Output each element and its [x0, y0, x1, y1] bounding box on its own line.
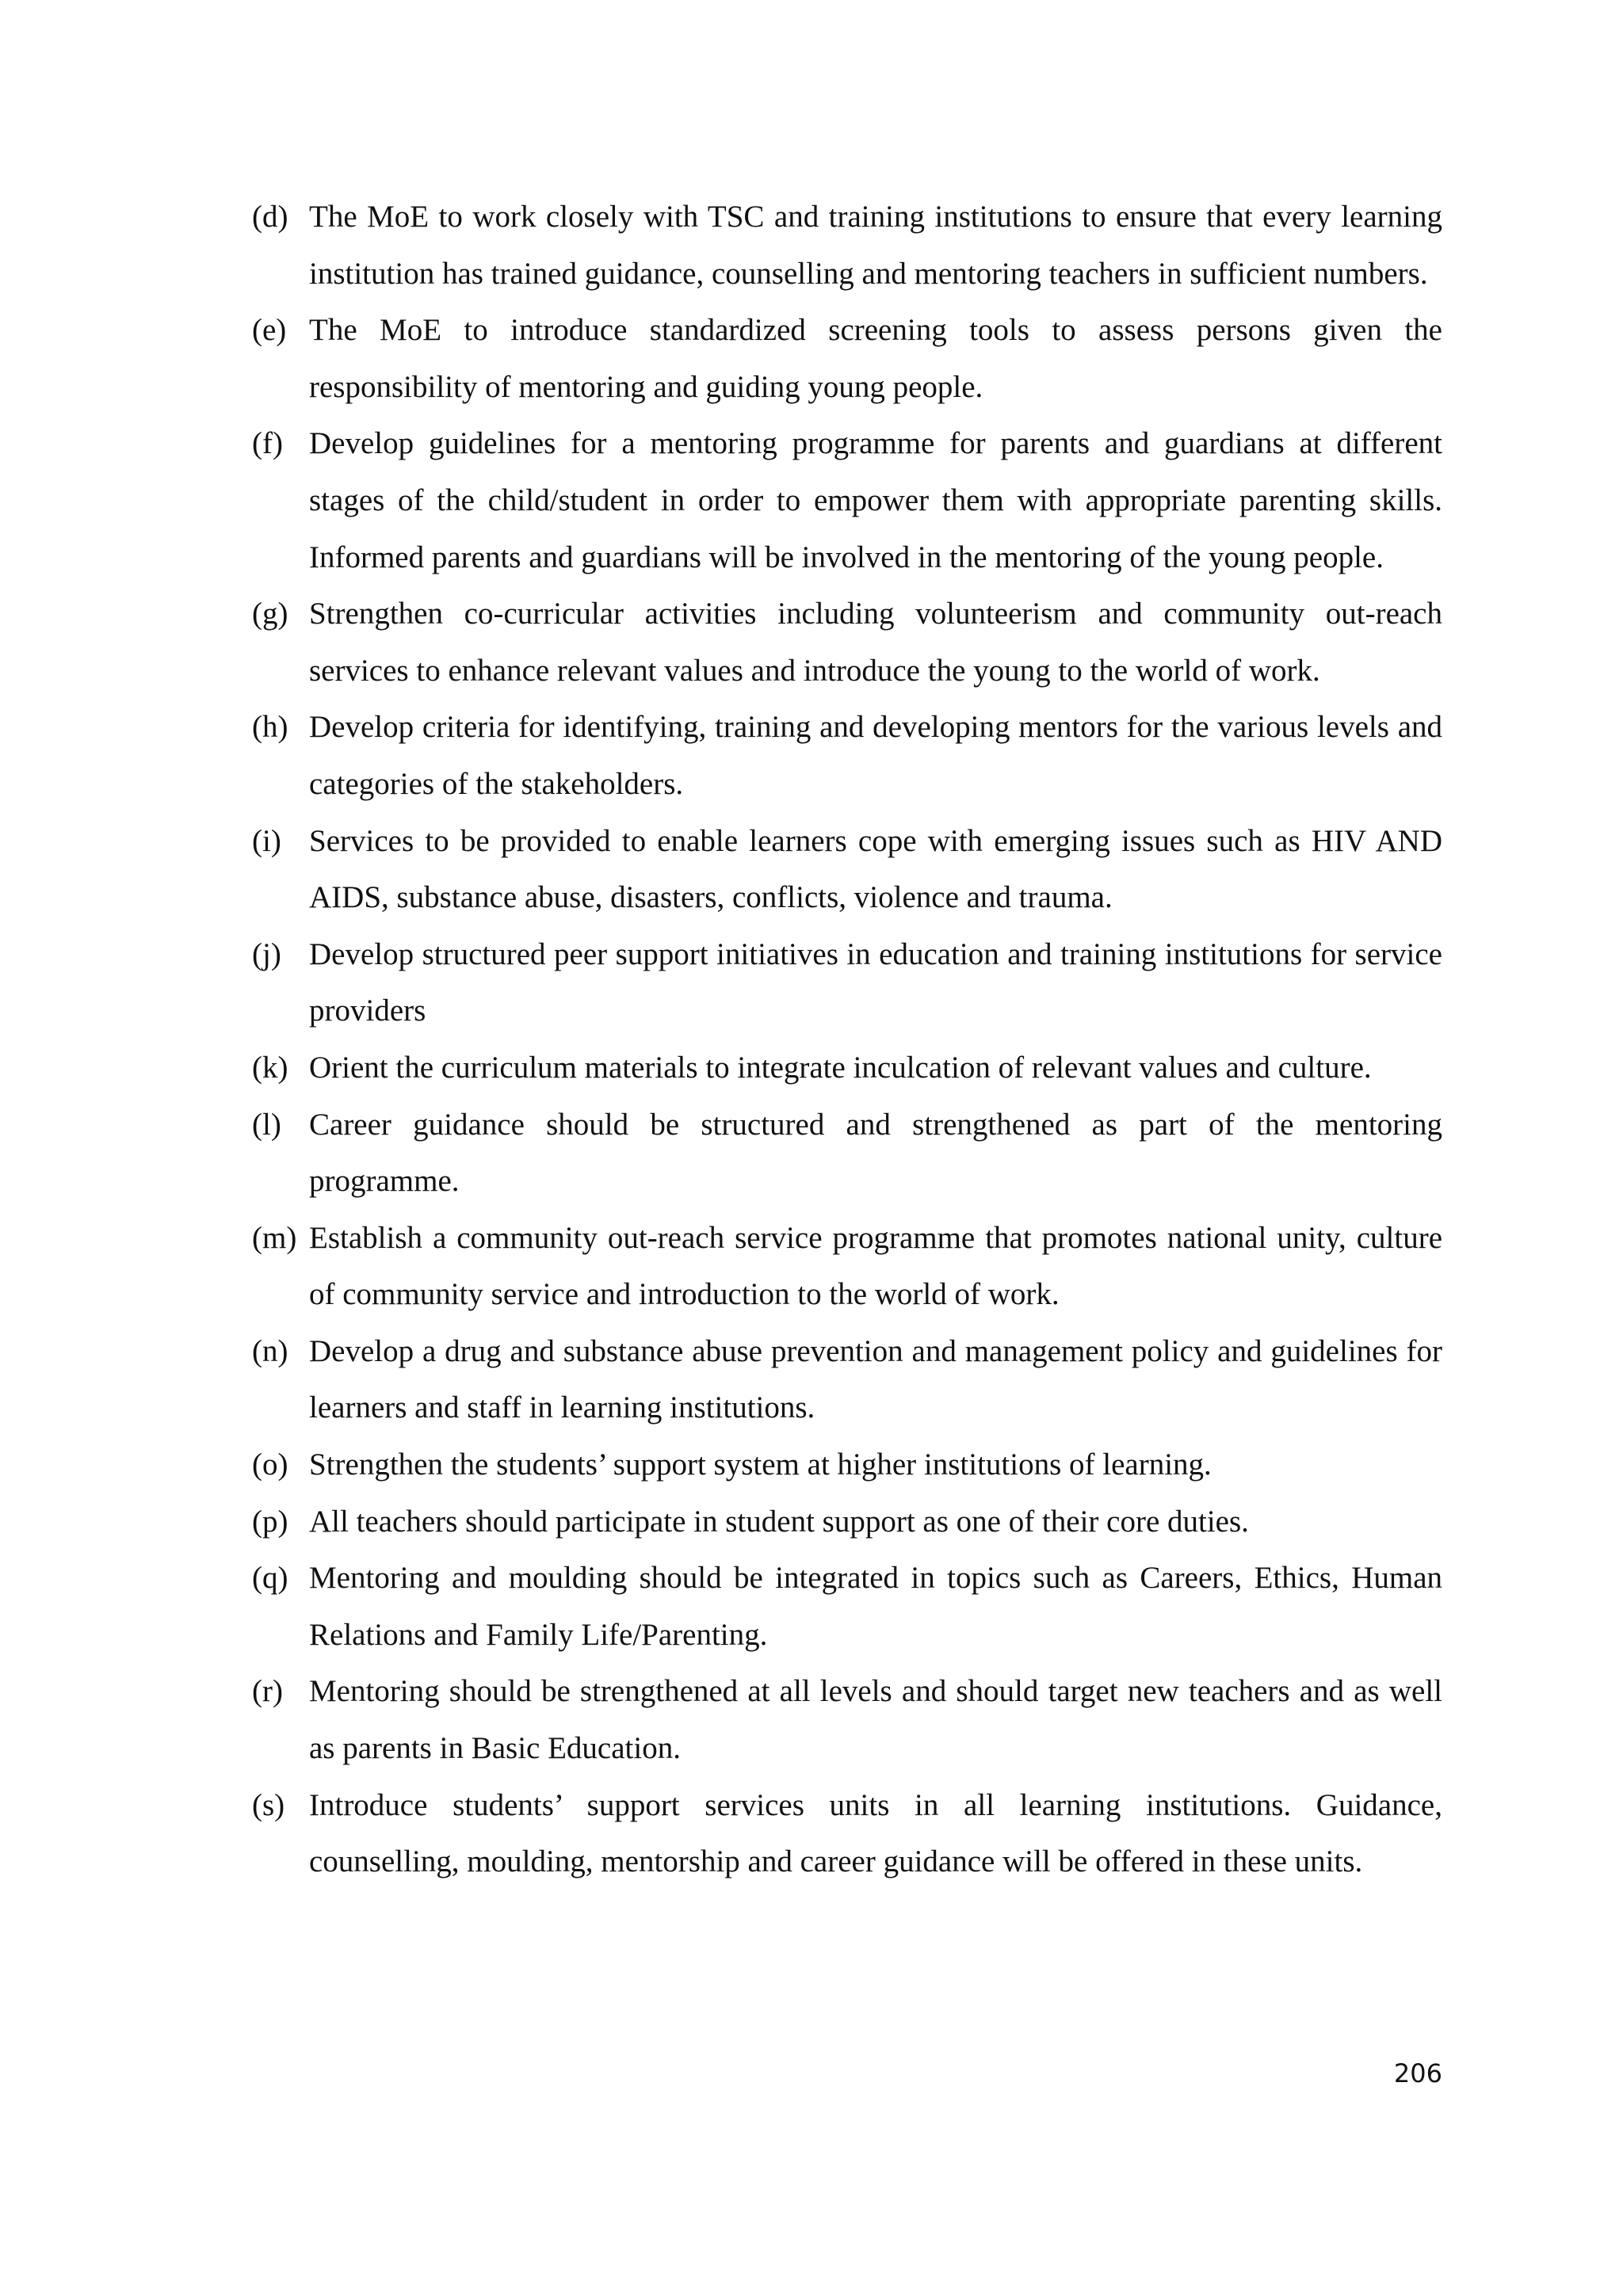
list-item-text: Services to be provided to enable learners cope with emerging issues such as HIV AND AIDS, substance abuse, disasters, conflicts, violence and trauma. [309, 823, 1442, 915]
list-item-l [252, 1097, 1442, 1210]
list-item-text: All teachers should participate in student support as one of their core duties. [309, 1504, 1249, 1539]
list-item-marker: (o) [252, 1447, 288, 1482]
list-item-marker: (p) [252, 1504, 288, 1539]
list-item-n [252, 1323, 1442, 1436]
list-item-marker: (l) [252, 1107, 281, 1142]
list-item-j [252, 926, 1442, 1039]
list-item-o [252, 1436, 1442, 1493]
list-item-marker: (d) [252, 200, 288, 234]
list-item-k [252, 1039, 1442, 1097]
list-item-text: Mentoring should be strengthened at all levels and should target new teachers and as well as parents in Basic Education. [309, 1674, 1442, 1766]
list-item-text: Develop guidelines for a mentoring programme for parents and guardians at different stages of the child/student in order to empower them with appropriate parenting skills. Informed parents and guardians will be involved in the mentoring of the young people. [309, 426, 1442, 574]
list-item-text: The MoE to introduce standardized screening tools to assess persons given the responsibility of mentoring and guiding young people. [309, 313, 1442, 404]
list-item-marker: (q) [252, 1561, 288, 1596]
list-item-marker: (f) [252, 426, 283, 461]
list-item-r [252, 1663, 1442, 1776]
list-item-i [252, 813, 1442, 926]
list-item-marker: (n) [252, 1333, 288, 1368]
list-item-marker: (r) [252, 1674, 283, 1709]
list-item-text: Introduce students’ support services units in all learning institutions. Guidance, counselling, moulding, mentorship and career guidance will be offered in these units. [309, 1787, 1442, 1879]
list-item-marker: (e) [252, 313, 287, 348]
list-item-text: Orient the curriculum materials to integrate inculcation of relevant values and culture. [309, 1050, 1372, 1085]
list-item-g [252, 585, 1442, 699]
list-item-text: Establish a community out-reach service programme that promotes national unity, culture of community service and introduction to the world of work. [309, 1220, 1442, 1312]
list-item-text: Develop a drug and substance abuse prevention and management policy and guidelines for learners and staff in learning institutions. [309, 1333, 1442, 1425]
list-item-marker: (j) [252, 936, 281, 971]
list-item-f [252, 415, 1442, 585]
recommendations-list [252, 189, 1442, 1890]
list-item-text: Strengthen co-curricular activities including volunteerism and community out-reach services to enhance relevant values and introduce the young to the world of work. [309, 597, 1442, 688]
list-item-text: Develop structured peer support initiatives in education and training institutions for service providers [309, 936, 1442, 1028]
list-item-h [252, 699, 1442, 812]
list-item-d [252, 189, 1442, 302]
list-item-s [252, 1777, 1442, 1890]
list-item-marker: (m) [252, 1220, 297, 1255]
list-item-e [252, 302, 1442, 415]
list-item-text: Career guidance should be structured and strengthened as part of the mentoring programme. [309, 1107, 1442, 1199]
list-item-text: The MoE to work closely with TSC and training institutions to ensure that every learning institution has trained guidance, counselling and mentoring teachers in sufficient numbers. [309, 200, 1442, 291]
list-item-text: Strengthen the students’ support system at higher institutions of learning. [309, 1447, 1212, 1482]
list-item-marker: (s) [252, 1787, 285, 1822]
list-item-marker: (g) [252, 597, 288, 631]
list-item-p [252, 1493, 1442, 1550]
list-item-m [252, 1210, 1442, 1323]
list-item-text: Mentoring and moulding should be integrated in topics such as Careers, Ethics, Human Relations and Family Life/Parenting. [309, 1561, 1442, 1652]
list-item-q [252, 1550, 1442, 1663]
list-item-text: Develop criteria for identifying, training and developing mentors for the various levels and categories of the stakeholders. [309, 710, 1442, 801]
page-number: 206 [1393, 2058, 1442, 2088]
list-item-marker: (k) [252, 1050, 288, 1085]
list-item-marker: (h) [252, 710, 288, 745]
list-item-marker: (i) [252, 823, 281, 858]
